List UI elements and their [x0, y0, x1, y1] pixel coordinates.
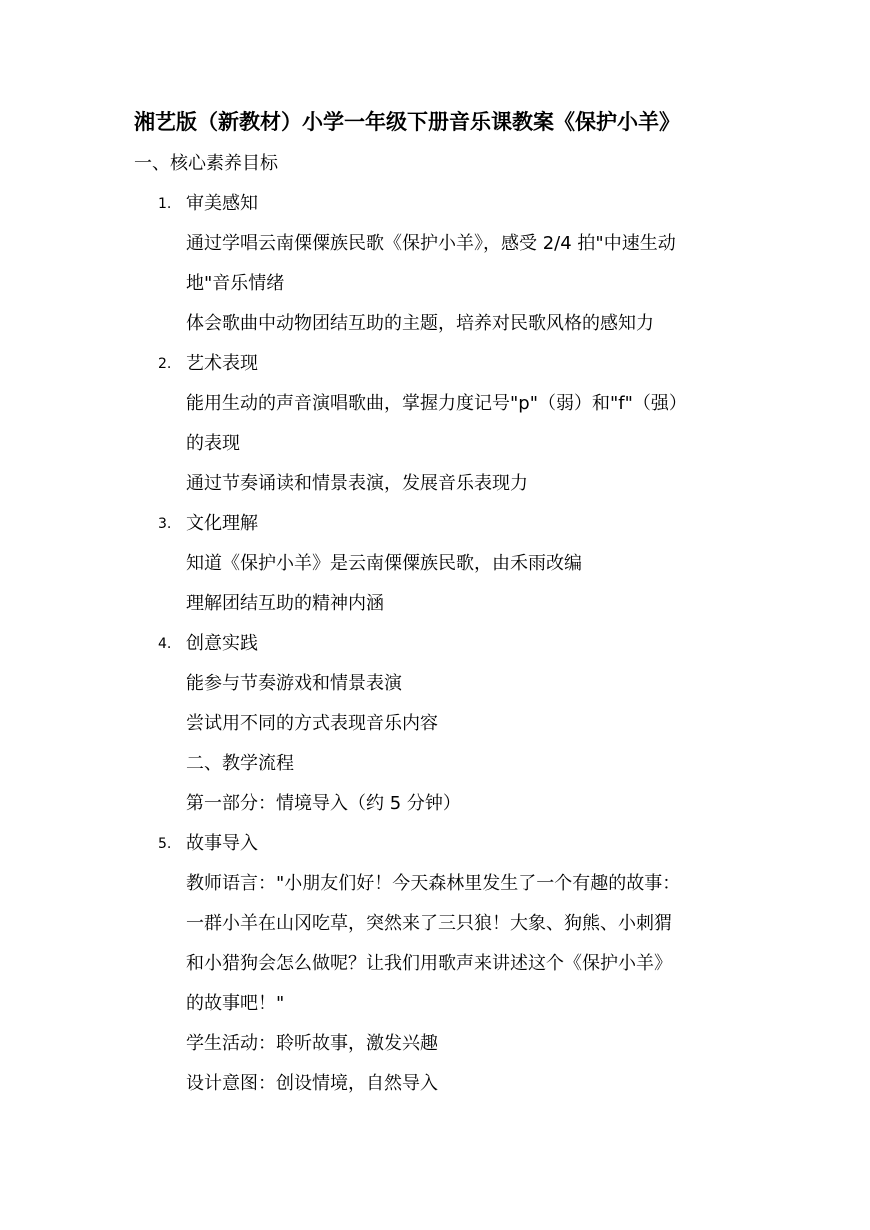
paragraph-line: 体会歌曲中动物团结互助的主题，培养对民歌风格的感知力: [186, 313, 654, 334]
list-item-heading: 审美感知: [186, 193, 258, 214]
list-item-heading: 故事导入: [186, 833, 258, 854]
paragraph-line: 的故事吧！": [186, 993, 285, 1014]
paragraph-line: 学生活动：聆听故事，激发兴趣: [186, 1033, 438, 1054]
paragraph-line: 能参与节奏游戏和情景表演: [186, 673, 402, 694]
list-number: 4.: [158, 636, 172, 652]
subsection-heading: 第一部分：情境导入（约 5 分钟）: [186, 793, 461, 814]
list-number: 1.: [158, 196, 172, 212]
paragraph-line: 一群小羊在山冈吃草，突然来了三只狼！大象、狗熊、小刺猬: [186, 913, 672, 934]
paragraph-line: 地"音乐情绪: [186, 273, 285, 294]
list-number: 3.: [158, 516, 172, 532]
list-item-heading: 创意实践: [186, 633, 258, 654]
paragraph-line: 和小猎狗会怎么做呢？让我们用歌声来讲述这个《保护小羊》: [186, 953, 672, 974]
list-item-heading: 艺术表现: [186, 353, 258, 374]
paragraph-line: 通过学唱云南傈僳族民歌《保护小羊》，感受 2/4 拍"中速生动: [186, 233, 676, 254]
list-item-heading: 文化理解: [186, 513, 258, 534]
paragraph-line: 理解团结互助的精神内涵: [186, 593, 384, 614]
paragraph-line: 尝试用不同的方式表现音乐内容: [186, 713, 438, 734]
paragraph-line: 知道《保护小羊》是云南傈僳族民歌，由禾雨改编: [186, 553, 582, 574]
paragraph-line: 能用生动的声音演唱歌曲，掌握力度记号"p"（弱）和"f"（强）: [186, 393, 687, 414]
paragraph-line: 的表现: [186, 433, 240, 454]
list-number: 2.: [158, 356, 172, 372]
section-heading-teaching-process: 二、教学流程: [186, 753, 294, 774]
paragraph-line: 设计意图：创设情境，自然导入: [186, 1073, 438, 1094]
paragraph-line: 教师语言："小朋友们好！今天森林里发生了一个有趣的故事：: [186, 873, 681, 894]
paragraph-line: 通过节奏诵读和情景表演，发展音乐表现力: [186, 473, 528, 494]
document-title: 湘艺版（新教材）小学一年级下册音乐课教案《保护小羊》: [134, 110, 680, 134]
list-number: 5.: [158, 836, 172, 852]
section-heading-core-goals: 一、核心素养目标: [134, 153, 278, 174]
